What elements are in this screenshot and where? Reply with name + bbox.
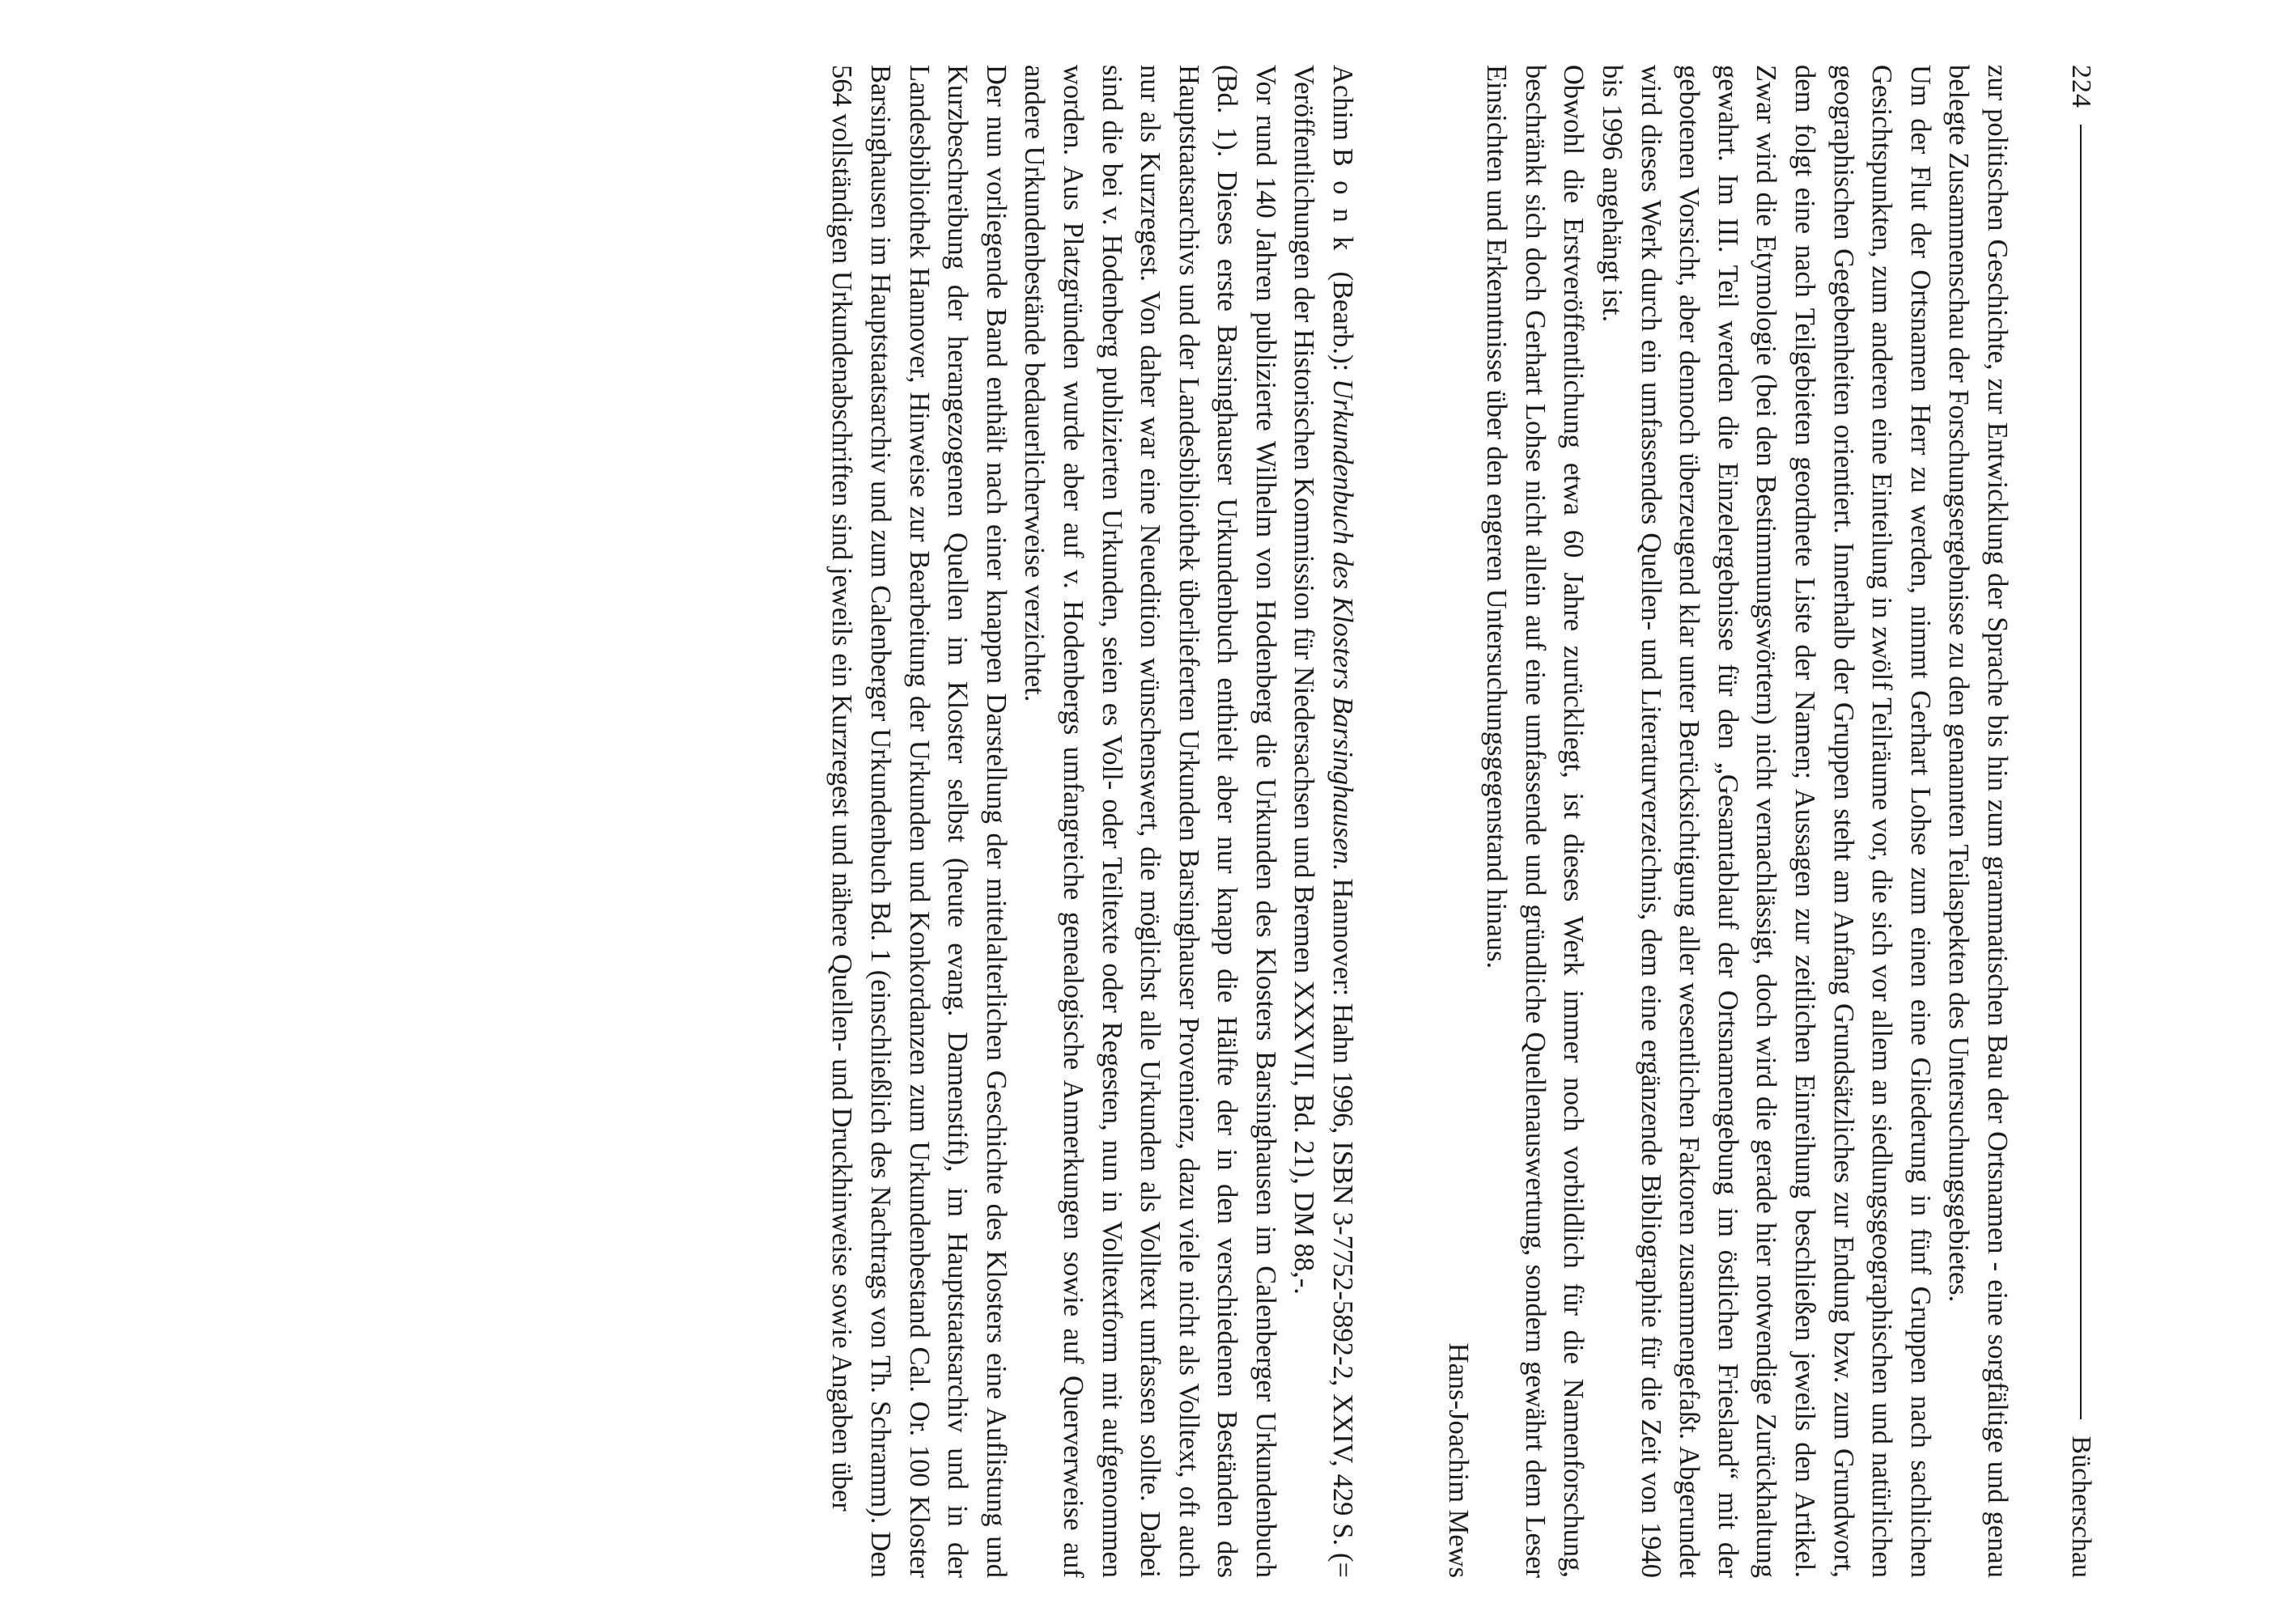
running-head: Bücherschau (2066, 1435, 2096, 1578)
review1-paragraph-3: Obwohl die Erstveröffentlichung etwa 60 Jahre zurückliegt, ist dieses Werk immer noch vorbildlich für die Namenforschung, beschränkt sich doch Gerhart Lohse nicht allein auf eine umfassende und gründliche Quellenauswertung, sondern gewährt dem Leser Einsichten und Erkenntnisse über den engeren Untersuchungsgegenstand hinaus. (1481, 65, 1590, 1578)
review1-signature: Hans-Joachim Mews (1442, 1342, 1474, 1578)
rotated-book-page (0, 65, 2105, 1578)
section-gap (1361, 65, 1438, 1578)
page-header (2056, 65, 2105, 1578)
review2-paragraph-1: Vor rund 140 Jahren publizierte Wilhelm von Hodenberg die Urkunden des Klosters Barsinghausen im Calenberger Urkundenbuch (Bd. 1). Dieses erste Barsinghauser Urkundenbuch enthielt aber nur knapp die Hälfte der in den verschiedenen Beständen des Hauptstaatsarchivs und der Landesbibliothek überlieferten Urkunden Barsinghauser Provenienz, dazu viele nicht als Volltext, oft auch nur als Kurzregest. Von daher war eine Neuedition wünschenswert, die möglichst alle Urkunden als Volltext umfassen sollte. Dabei sind die bei v. Hodenberg publizierten Urkunden, seien es Voll- oder Teiltexte oder Regesten, nun in Volltextform mit aufgenommen worden. Aus Platzgründen wurde aber auf v. Hodenbergs umfangreiche genealogische Anmerkungen sowie auf Querverweise auf andere Urkundenbestände bedauerlicherweise verzichtet. (1019, 65, 1281, 1578)
citation-details: Hannover: Hahn 1996, ISBN 3-7752-5892-2, XXIV, 429 S. (= Veröffentlichungen der Historischen Kommission für Niedersachsen und Bremen XXXVII, Bd. 21), DM 88,-. (1288, 65, 1359, 1579)
review1-paragraph-2: Um der Flut der Ortsnamen Herr zu werden, nimmt Gerhart Lohse zum einen eine Gliederung in fünf Gruppen nach sachlichen Gesichtspunkten, zum anderen eine Einteilung in zwölf Teilräume vor, die sich vor allem an siedlungsgeographischen und natürlichen geographischen Gegebenheiten orientiert. Innerhalb der Gruppen steht am Anfang Grundsätzliches zur Endung bzw. zum Grundwort, dem folgt eine nach Teilgebieten geordnete Liste der Namen; Aussagen zur zeitlichen Einreihung beschließen jeweils den Artikel. Zwar wird die Etymologie (bei den Bestimmungswörtern) nicht vernachlässigt, doch wird die gerade hier notwendige Zurückhaltung gewahrt. Im III. Teil werden die Einzelergebnisse für den „Gesamtablauf der Ortsnamengebung im östlichen Friesland“ mit der gebotenen Vorsicht, aber dennoch überzeugend klar unter Berücksichtigung aller wesentlichen Faktoren zusammengefaßt. Abgerundet wird dieses Werk durch ein umfassendes Quellen- und Literaturverzeichnis, dem eine ergänzende Bibliographie für die Zeit von 1940 bis 1996 angehängt ist. (1597, 65, 1936, 1578)
review2-citation (1284, 65, 1361, 1578)
author-first-name: Achim (1327, 65, 1359, 141)
page-body (822, 65, 2016, 1578)
header-rule (2080, 125, 2082, 1419)
author-last-name: Bonk (1327, 147, 1359, 265)
page-number: 224 (2066, 65, 2096, 108)
book-title: Urkundenbuch des Klosters Barsinghausen. (1327, 379, 1359, 871)
editor-note: (Bearb.): (1327, 271, 1359, 372)
review1-paragraph-1: zur politischen Geschichte, zur Entwicklung der Sprache bis hin zum grammatischen Bau der Ortsnamen - eine sorgfältige und genau belegte Zusammenschau der Forschungsergebnisse zu den genannten Teilaspekten des Untersuchungsgebietes. (1943, 65, 2013, 1578)
review2-paragraph-2: Der nun vorliegende Band enthält nach einer knappen Darstellung der mittelalterlichen Geschichte des Klosters eine Auflistung und Kurzbeschreibung der herangezogenen Quellen im Kloster selbst (heute evang. Damenstift), im Hauptstaatsarchiv und in der Landesbibliothek Hannover, Hinweise zur Bearbeitung der Urkunden und Konkordanzen zum Urkundenbestand Cal. Or. 100 Kloster Barsinghausen im Hauptstaatsarchiv und zum Calenberger Urkundenbuch Bd. 1 (einschließlich des Nachtrags von Th. Schramm). Den 564 vollständigen Urkundenabschriften sind jeweils ein Kurzregest und nähere Quellen- und Druckhinweise sowie Angaben über (826, 65, 1012, 1578)
